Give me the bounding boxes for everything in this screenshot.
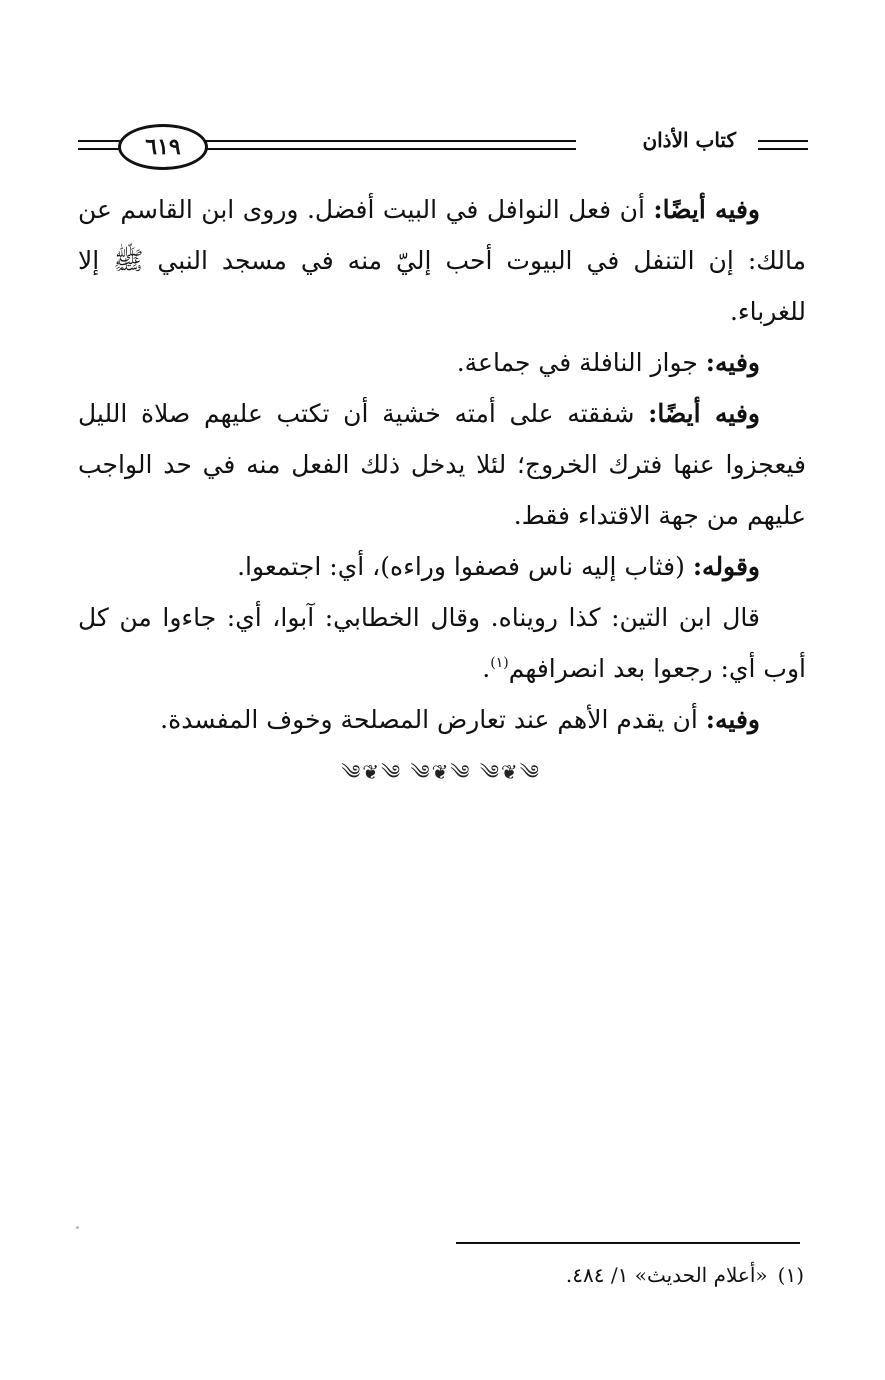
paragraph-text: أن يقدم الأهم عند تعارض المصلحة وخوف المفسدة. bbox=[160, 705, 706, 734]
paragraph bbox=[78, 388, 806, 541]
paragraph bbox=[78, 337, 806, 388]
page-number: ٦١٩ bbox=[118, 124, 208, 170]
paragraph-text: جواز النافلة في جماعة. bbox=[456, 348, 706, 377]
paragraph bbox=[78, 592, 806, 694]
footnotes bbox=[456, 1260, 804, 1290]
paragraph-lead: وفيه: bbox=[705, 348, 760, 377]
chapter-title: كتاب الأذان bbox=[636, 128, 742, 152]
paragraph-lead: وفيه أيضًا: bbox=[653, 195, 761, 224]
body-text bbox=[78, 184, 806, 745]
paragraph-text: شفقته على أمته خشية أن تكتب عليهم صلاة الليل فيعجزوا عنها فترك الخروج؛ لئلا يدخل ذلك الفعل منه في حد الواجب عليهم من جهة الاقتداء فقط. bbox=[78, 399, 806, 530]
footnote-text: «أعلام الحديث» ١/ ٤٨٤. bbox=[565, 1263, 768, 1287]
footnote bbox=[456, 1260, 804, 1290]
footnote-number: (١) bbox=[777, 1263, 804, 1287]
running-header bbox=[78, 122, 808, 174]
paragraph-lead: وفيه أيضًا: bbox=[648, 399, 760, 428]
paragraph-text: (فثاب إليه ناس فصفوا وراءه)، أي: اجتمعوا. bbox=[237, 552, 693, 581]
paragraph bbox=[78, 184, 806, 337]
header-rule bbox=[196, 140, 576, 142]
paragraph-lead: وقوله: bbox=[692, 552, 760, 581]
paragraph-text: قال ابن التين: كذا رويناه. وقال الخطابي: آبوا، أي: جاءوا من كل أوب أي: رجعوا بعد انصرافهم bbox=[78, 603, 806, 683]
section-ornament: ༄❦༄ ༄❦༄ ༄❦༄ bbox=[341, 760, 541, 784]
paragraph-tail: . bbox=[482, 654, 491, 683]
paragraph bbox=[78, 541, 806, 592]
paragraph bbox=[78, 694, 806, 745]
scan-speck bbox=[76, 1226, 79, 1229]
header-rule bbox=[758, 140, 808, 142]
paragraph-text: أن فعل النوافل في البيت أفضل. وروى ابن القاسم عن مالك: إن التنفل في البيوت أحب إليّ منه في مسجد النبي ﷺ إلا للغرباء. bbox=[78, 195, 806, 326]
paragraph-lead: وفيه: bbox=[705, 705, 760, 734]
header-rule bbox=[758, 148, 808, 150]
footnote-separator bbox=[456, 1242, 800, 1244]
footnote-reference[interactable]: (١) bbox=[490, 655, 509, 671]
header-rule bbox=[196, 148, 576, 150]
